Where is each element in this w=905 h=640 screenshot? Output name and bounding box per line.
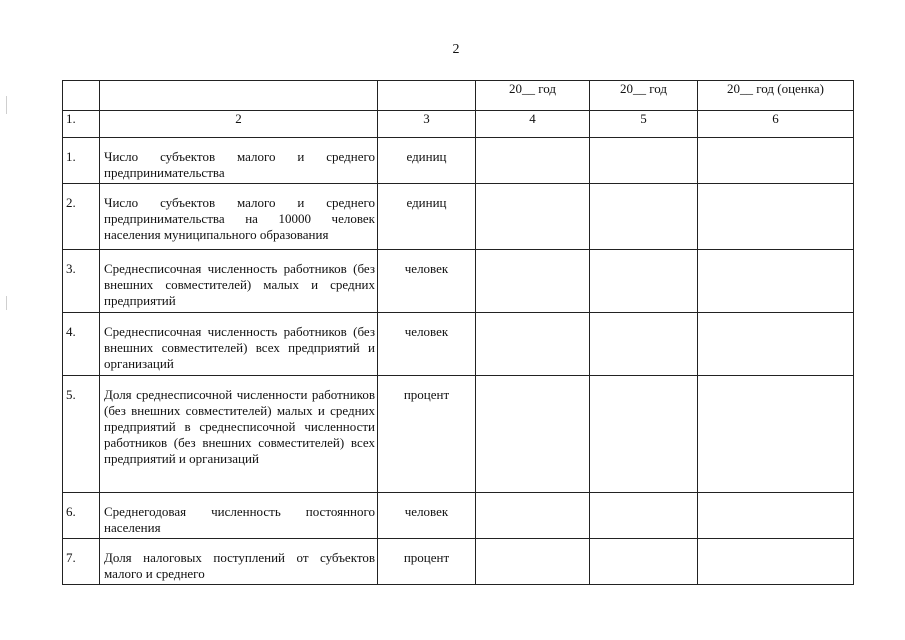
column-index-3: 3: [378, 111, 476, 138]
value-cell-year-2: [590, 376, 698, 493]
row-number: 7.: [66, 550, 76, 565]
unit-of-measure: человек: [404, 504, 449, 519]
value-cell-year-2: [590, 493, 698, 539]
value-cell-year-1: [476, 313, 590, 376]
column-index-row: [63, 111, 854, 138]
row-number: 5.: [66, 387, 76, 402]
table-row: [63, 539, 854, 585]
header-year-1: 20__ год: [476, 81, 590, 111]
column-index-2: 2: [100, 111, 378, 138]
scan-artifact: [6, 296, 7, 310]
row-number: 6.: [66, 504, 76, 519]
value-cell-year-3: [698, 250, 854, 313]
header-cell-empty: [63, 81, 100, 111]
value-cell-year-1: [476, 250, 590, 313]
value-cell-year-1: [476, 539, 590, 585]
unit-of-measure: процент: [403, 387, 450, 402]
value-cell-year-3: [698, 138, 854, 184]
indicators-table: [62, 80, 854, 585]
value-cell-year-3: [698, 184, 854, 250]
indicator-name: Число субъектов малого и среднего предпринимательства: [104, 149, 375, 180]
table-row: [63, 184, 854, 250]
indicator-name: Доля среднесписочной численности работников (без внешних совместителей) малых и средних предприятий в среднесписочной численности работников (без внешних совместителей) всех предприятий и организаций: [104, 387, 375, 466]
page-number: 2: [452, 42, 460, 57]
table-row: [63, 313, 854, 376]
row-number: 1.: [66, 149, 76, 164]
header-cell-empty: [378, 81, 476, 111]
value-cell-year-2: [590, 250, 698, 313]
unit-of-measure: единиц: [406, 149, 447, 164]
indicator-name: Среднегодовая численность постоянного населения: [104, 504, 375, 535]
indicator-name: Среднесписочная численность работников (без внешних совместителей) малых и средних предприятий: [104, 261, 375, 308]
value-cell-year-3: [698, 313, 854, 376]
table-row: [63, 250, 854, 313]
unit-of-measure: единиц: [406, 195, 447, 210]
value-cell-year-2: [590, 184, 698, 250]
value-cell-year-3: [698, 539, 854, 585]
unit-of-measure: человек: [404, 261, 449, 276]
row-number: 2.: [66, 195, 76, 210]
table-row: [63, 138, 854, 184]
value-cell-year-1: [476, 184, 590, 250]
table-row: [63, 493, 854, 539]
value-cell-year-1: [476, 493, 590, 539]
column-index-4: 4: [476, 111, 590, 138]
row-number: 4.: [66, 324, 76, 339]
unit-of-measure: процент: [403, 550, 450, 565]
scan-artifact: [6, 96, 7, 114]
header-year-3-estimate: 20__ год (оценка): [698, 81, 854, 111]
column-index-5: 5: [590, 111, 698, 138]
header-year-2: 20__ год: [590, 81, 698, 111]
indicator-name: Среднесписочная численность работников (без внешних совместителей) всех предприятий и организаций: [104, 324, 375, 371]
header-cell-empty: [100, 81, 378, 111]
column-index-1: 1.: [63, 111, 100, 138]
indicator-name: Число субъектов малого и среднего предпринимательства на 10000 человек населения муниципального образования: [104, 195, 375, 242]
value-cell-year-2: [590, 313, 698, 376]
table-row: [63, 376, 854, 493]
row-number: 3.: [66, 261, 76, 276]
indicator-name: Доля налоговых поступлений от субъектов малого и среднего: [104, 550, 375, 581]
unit-of-measure: человек: [404, 324, 449, 339]
table-header-row: [63, 81, 854, 111]
value-cell-year-3: [698, 376, 854, 493]
value-cell-year-1: [476, 138, 590, 184]
value-cell-year-2: [590, 138, 698, 184]
column-index-6: 6: [698, 111, 854, 138]
value-cell-year-3: [698, 493, 854, 539]
value-cell-year-1: [476, 376, 590, 493]
value-cell-year-2: [590, 539, 698, 585]
